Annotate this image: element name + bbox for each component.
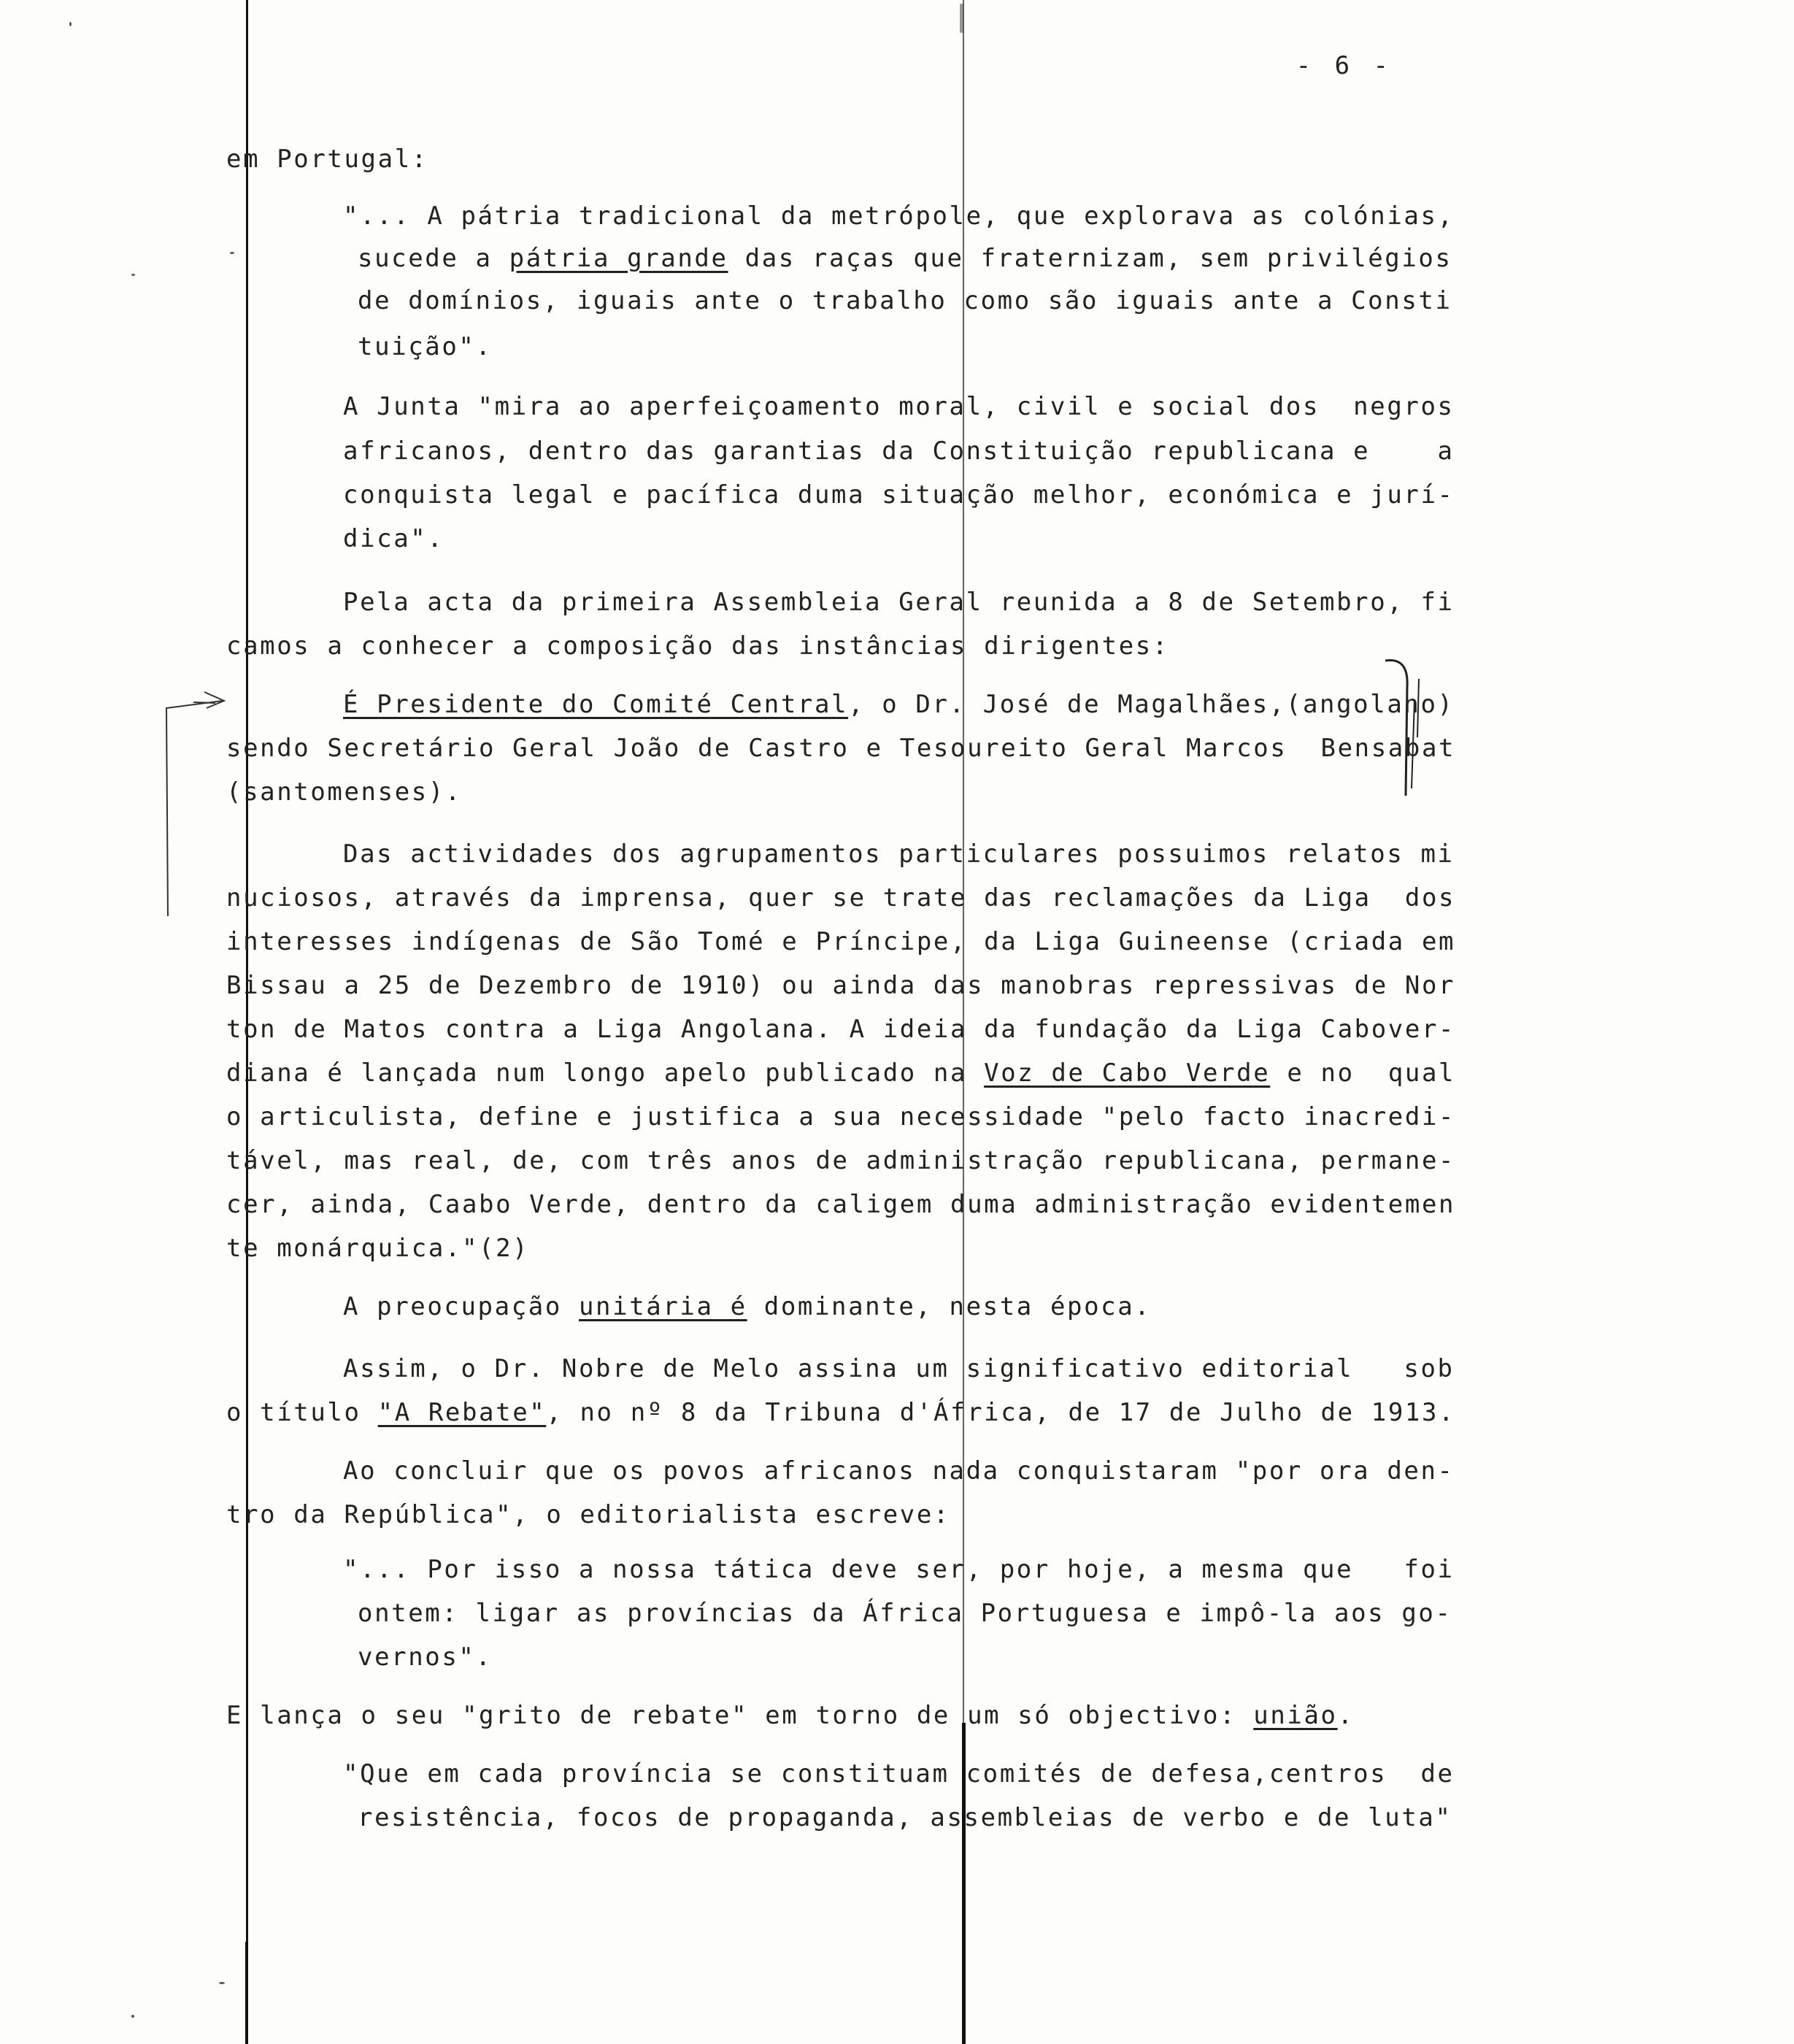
text-span: , no nº 8 da Tribuna d'África, de 17 de Julho de 1913. — [546, 1398, 1456, 1427]
text-line: Assim, o Dr. Nobre de Melo assina um significativo editorial sob — [343, 1354, 1455, 1383]
text-line — [0, 1292, 1779, 1321]
underlined-term: É Presidente do Comité Central — [343, 690, 849, 719]
text-line — [0, 1701, 1663, 1730]
text-line: camos a conhecer a composição das instâncias dirigentes: — [226, 631, 1169, 661]
page-number: - 6 - — [1296, 51, 1393, 80]
quote-line: ontem: ligar as províncias da África Portuguesa e impô-la aos go- — [358, 1599, 1452, 1628]
text-line: cer, ainda, Caabo Verde, dentro da caligem duma administração evidentemen — [226, 1190, 1456, 1219]
text-line: interesses indígenas de São Tomé e Príncipe, da Liga Guineense (criada em — [226, 927, 1456, 956]
text-line: tro da República", o editorialista escreve: — [226, 1500, 950, 1529]
text-line: Ao concluir que os povos africanos nada conquistaram "por ora den- — [343, 1456, 1455, 1486]
text-span: E lança o seu "grito de rebate" em torno de um só objectivo: — [226, 1701, 1254, 1730]
text-line: o articulista, define e justifica a sua necessidade "pelo facto inacredi- — [226, 1102, 1456, 1132]
underlined-term: unitária é — [578, 1292, 747, 1321]
text-line: nuciosos, através da imprensa, quer se trate das reclamações da Liga dos — [226, 883, 1456, 912]
scan-speck — [960, 4, 964, 33]
quote-line: "... Por isso a nossa tática deve ser, por hoje, a mesma que foi — [343, 1555, 1455, 1584]
text-span: o título — [226, 1398, 378, 1427]
quote-line: vernos". — [358, 1642, 493, 1672]
scan-speck — [131, 2015, 134, 2018]
text-line: tável, mas real, de, com três anos de administração republicana, permane- — [226, 1146, 1456, 1175]
text-span: , o Dr. José de Magalhães,(angolano) — [848, 690, 1455, 719]
text-line — [0, 1398, 1663, 1427]
scan-vertical-line-left-bottom — [245, 1942, 247, 2044]
text-line: Pela acta da primeira Assembleia Geral reunida a 8 de Setembro, fi — [343, 588, 1455, 617]
underlined-term: Voz de Cabo Verde — [984, 1058, 1271, 1088]
text-line — [0, 1058, 1663, 1088]
text-line: africanos, dentro das garantias da Constituição republicana e a — [343, 437, 1455, 466]
quote-line: tuição". — [358, 332, 493, 361]
underlined-term: pátria grande — [509, 244, 728, 273]
text-line: te monárquica."(2) — [226, 1234, 530, 1263]
text-line: Das actividades dos agrupamentos particulares possuimos relatos mi — [343, 840, 1455, 869]
text-span: A preocupação — [343, 1292, 579, 1321]
underlined-term: união — [1253, 1701, 1338, 1730]
text-line: Bissau a 25 de Dezembro de 1910) ou ainda das manobras repressivas de Nor — [226, 971, 1456, 1000]
text-span: diana é lançada num longo apelo publicado na — [226, 1058, 985, 1088]
scan-speck — [69, 22, 72, 26]
text-line — [0, 690, 1779, 719]
text-line: em Portugal: — [226, 145, 428, 174]
text-line: ton de Matos contra a Liga Angolana. A ideia da fundação da Liga Cabover- — [226, 1015, 1456, 1044]
quote-line: "Que em cada província se constituam comités de defesa,centros de — [343, 1759, 1455, 1788]
underlined-term: "A Rebate" — [377, 1398, 547, 1427]
text-line: sendo Secretário Geral João de Castro e Tesoureito Geral Marcos Bensabat — [226, 734, 1456, 763]
text-line: A Junta "mira ao aperfeiçoamento moral, civil e social dos negros — [343, 392, 1455, 421]
scan-speck — [131, 274, 135, 276]
text-span: e no qual — [1270, 1058, 1456, 1088]
quote-line: "... A pátria tradicional da metrópole, que explorava as colónias, — [343, 201, 1455, 231]
scan-speck — [219, 1982, 225, 1984]
quote-line — [0, 244, 1794, 273]
text-span: dominante, nesta época. — [747, 1292, 1152, 1321]
text-line: (santomenses). — [226, 777, 462, 807]
quote-line: resistência, focos de propaganda, assembleias de verbo e de luta" — [358, 1803, 1452, 1832]
text-span: das raças que fraternizam, sem privilégios — [728, 244, 1452, 273]
text-line: dica". — [343, 524, 444, 553]
quote-line: de domínios, iguais ante o trabalho como são iguais ante a Consti — [358, 286, 1452, 315]
text-span: . — [1337, 1701, 1355, 1730]
text-span: sucede a — [358, 244, 509, 273]
text-line: conquista legal e pacífica duma situação melhor, económica e jurí- — [343, 480, 1455, 510]
